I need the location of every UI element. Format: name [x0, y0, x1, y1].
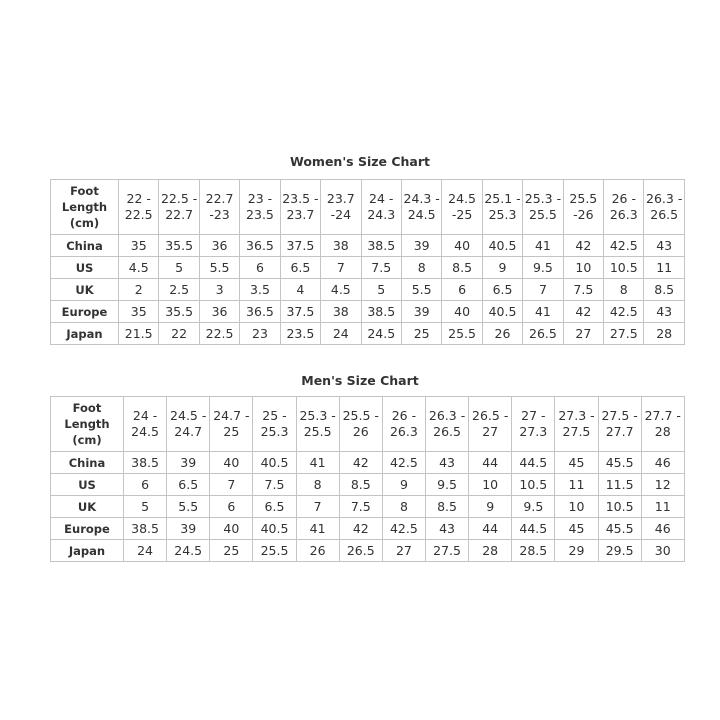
size-value-cell: 28: [644, 323, 684, 345]
size-value-cell: 38: [321, 235, 361, 257]
size-value-cell: 11: [555, 474, 598, 496]
size-value-cell: 6.5: [482, 279, 522, 301]
size-value-cell: 10: [469, 474, 512, 496]
foot-length-cell: [512, 397, 555, 452]
size-value-cell: 9.5: [512, 496, 555, 518]
size-value-cell: 35.5: [159, 301, 199, 323]
foot-length-range-part: -25: [451, 207, 473, 222]
size-value-cell: 43: [425, 452, 468, 474]
foot-length-cell: [555, 397, 598, 452]
foot-length-cell: [240, 180, 280, 235]
size-value-cell: 38.5: [124, 518, 167, 540]
size-value-cell: 24.5: [167, 540, 210, 562]
foot-length-range-part: 26.5: [650, 207, 679, 222]
foot-length-cell: [167, 397, 210, 452]
foot-length-range-part: 23.5 -: [282, 191, 319, 206]
foot-length-range-part: 24 -: [132, 408, 158, 423]
foot-length-cell: [563, 180, 603, 235]
size-value-cell: 5: [159, 257, 199, 279]
size-value-cell: 6: [210, 496, 253, 518]
foot-length-range-part: 24 -: [369, 191, 394, 206]
size-value-cell: 36: [199, 301, 239, 323]
foot-length-range-part: 27.3 -: [558, 408, 595, 423]
foot-length-range-part: 26.3 -: [646, 191, 683, 206]
foot-length-row: [51, 180, 685, 235]
size-value-cell: 5.5: [167, 496, 210, 518]
size-value-cell: 43: [425, 518, 468, 540]
size-row-us: [51, 474, 685, 496]
size-value-cell: 8: [296, 474, 339, 496]
size-value-cell: 25: [210, 540, 253, 562]
foot-length-range-part: 26.3: [609, 207, 638, 222]
size-value-cell: 42: [339, 518, 382, 540]
size-value-cell: 9.5: [523, 257, 563, 279]
size-value-cell: 6.5: [280, 257, 320, 279]
foot-length-cell: [339, 397, 382, 452]
size-row-europe: [51, 518, 685, 540]
size-value-cell: 7.5: [339, 496, 382, 518]
row-label: China: [51, 452, 124, 474]
size-value-cell: 4: [280, 279, 320, 301]
size-value-cell: 7: [296, 496, 339, 518]
foot-length-cell: [644, 180, 684, 235]
size-value-cell: 24: [124, 540, 167, 562]
size-row-europe: [51, 301, 685, 323]
size-value-cell: 6: [124, 474, 167, 496]
size-value-cell: 26.5: [523, 323, 563, 345]
foot-length-range-part: 27.5: [562, 424, 591, 439]
size-value-cell: 5: [361, 279, 401, 301]
foot-length-range-part: 25.5: [569, 191, 598, 206]
size-value-cell: 3: [199, 279, 239, 301]
size-value-cell: 29: [555, 540, 598, 562]
size-value-cell: 42.5: [604, 301, 644, 323]
size-value-cell: 42.5: [382, 518, 425, 540]
size-value-cell: 10.5: [512, 474, 555, 496]
foot-length-range-part: 27 -: [521, 408, 546, 423]
size-value-cell: 28: [469, 540, 512, 562]
size-value-cell: 5: [124, 496, 167, 518]
size-value-cell: 7.5: [361, 257, 401, 279]
foot-length-range-part: 24.5: [407, 207, 436, 222]
foot-length-header: [51, 180, 119, 235]
row-label: UK: [51, 279, 119, 301]
foot-length-range-part: 25 -: [262, 408, 287, 423]
size-value-cell: 46: [641, 452, 684, 474]
size-value-cell: 42.5: [604, 235, 644, 257]
size-value-cell: 27.5: [425, 540, 468, 562]
size-value-cell: 10: [555, 496, 598, 518]
foot-length-range-part: 27.7 -: [644, 408, 681, 423]
foot-length-range-part: -26: [573, 207, 594, 222]
foot-length-cell: [598, 397, 641, 452]
foot-length-cell: [210, 397, 253, 452]
size-value-cell: 36.5: [240, 235, 280, 257]
foot-length-range-part: 25.5 -: [342, 408, 379, 423]
size-value-cell: 2.5: [159, 279, 199, 301]
size-value-cell: 9.5: [425, 474, 468, 496]
size-value-cell: 6: [442, 279, 482, 301]
size-value-cell: 43: [644, 235, 684, 257]
foot-length-range-part: 24.7: [174, 424, 203, 439]
size-value-cell: 7: [321, 257, 361, 279]
foot-length-range-part: 23.7: [326, 191, 355, 206]
size-value-cell: 36.5: [240, 301, 280, 323]
foot-length-row: [51, 397, 685, 452]
size-value-cell: 41: [523, 235, 563, 257]
size-value-cell: 44: [469, 452, 512, 474]
size-value-cell: 41: [523, 301, 563, 323]
size-value-cell: 8.5: [425, 496, 468, 518]
size-value-cell: 38.5: [361, 301, 401, 323]
size-value-cell: 27.5: [604, 323, 644, 345]
size-value-cell: 10.5: [604, 257, 644, 279]
size-value-cell: 39: [167, 452, 210, 474]
size-value-cell: 9: [382, 474, 425, 496]
size-value-cell: 25.5: [442, 323, 482, 345]
size-value-cell: 11: [644, 257, 684, 279]
foot-length-range-part: 23 -: [247, 191, 273, 206]
size-value-cell: 23.5: [280, 323, 320, 345]
size-value-cell: 42: [339, 452, 382, 474]
foot-length-range-part: 25.3: [488, 207, 517, 222]
size-value-cell: 11.5: [598, 474, 641, 496]
foot-length-cell: [523, 180, 563, 235]
foot-length-range-part: 24.5 -: [170, 408, 207, 423]
row-label: US: [51, 257, 119, 279]
size-value-cell: 5.5: [199, 257, 239, 279]
size-value-cell: 9: [469, 496, 512, 518]
size-value-cell: 26: [296, 540, 339, 562]
size-value-cell: 10: [563, 257, 603, 279]
size-row-us: [51, 257, 685, 279]
foot-length-range-part: 27.7: [605, 424, 634, 439]
size-value-cell: 40.5: [253, 452, 296, 474]
foot-length-cell: [280, 180, 320, 235]
size-value-cell: 35: [119, 235, 159, 257]
foot-length-range-part: 25: [223, 424, 240, 439]
header-label-line: (cm): [69, 216, 100, 230]
womens-chart-title: Women's Size Chart: [290, 154, 430, 169]
size-value-cell: 26: [482, 323, 522, 345]
size-value-cell: 3.5: [240, 279, 280, 301]
foot-length-cell: [199, 180, 239, 235]
foot-length-cell: [469, 397, 512, 452]
size-row-china: [51, 235, 685, 257]
row-label: Japan: [51, 323, 119, 345]
size-value-cell: 40: [210, 518, 253, 540]
size-value-cell: 9: [482, 257, 522, 279]
foot-length-range-part: 26 -: [611, 191, 636, 206]
size-value-cell: 25.5: [253, 540, 296, 562]
foot-length-range-part: -24: [330, 207, 352, 222]
foot-length-range-part: 22.7: [165, 207, 194, 222]
foot-length-range-part: 26.3: [389, 424, 418, 439]
size-value-cell: 24.5: [361, 323, 401, 345]
size-value-cell: 44: [469, 518, 512, 540]
womens-size-table: [50, 179, 685, 345]
foot-length-range-part: 24.3: [367, 207, 396, 222]
size-value-cell: 7: [210, 474, 253, 496]
size-value-cell: 45.5: [598, 452, 641, 474]
foot-length-range-part: 27: [482, 424, 499, 439]
size-value-cell: 25: [401, 323, 441, 345]
size-row-japan: [51, 540, 685, 562]
size-value-cell: 6.5: [253, 496, 296, 518]
size-value-cell: 8: [401, 257, 441, 279]
foot-length-range-part: 24.3 -: [403, 191, 440, 206]
size-value-cell: 11: [641, 496, 684, 518]
size-value-cell: 46: [641, 518, 684, 540]
foot-length-range-part: 22.5: [124, 207, 153, 222]
foot-length-range-part: 26.5 -: [472, 408, 509, 423]
foot-length-range-part: 24.5: [448, 191, 476, 206]
size-value-cell: 40.5: [482, 235, 522, 257]
foot-length-range-part: 26.5: [433, 424, 461, 439]
size-row-uk: [51, 279, 685, 301]
size-value-cell: 42.5: [382, 452, 425, 474]
size-value-cell: 45: [555, 518, 598, 540]
foot-length-range-part: -23: [209, 207, 230, 222]
size-value-cell: 40: [442, 235, 482, 257]
size-value-cell: 12: [641, 474, 684, 496]
foot-length-range-part: 25.3 -: [524, 191, 562, 206]
size-value-cell: 40: [442, 301, 482, 323]
size-row-china: [51, 452, 685, 474]
size-value-cell: 2: [119, 279, 159, 301]
foot-length-cell: [482, 180, 522, 235]
size-value-cell: 35.5: [159, 235, 199, 257]
size-value-cell: 23: [240, 323, 280, 345]
mens-chart-title: Men's Size Chart: [301, 373, 419, 388]
foot-length-range-part: 25.5: [303, 424, 332, 439]
size-value-cell: 29.5: [598, 540, 641, 562]
size-value-cell: 7.5: [563, 279, 603, 301]
size-value-cell: 21.5: [119, 323, 159, 345]
size-value-cell: 40: [210, 452, 253, 474]
foot-length-range-part: 23.7: [286, 207, 315, 222]
foot-length-range-part: 25.1 -: [484, 191, 521, 206]
foot-length-range-part: 24.7 -: [213, 408, 250, 423]
foot-length-cell: [382, 397, 425, 452]
size-value-cell: 26.5: [339, 540, 382, 562]
row-label: Japan: [51, 540, 124, 562]
size-value-cell: 36: [199, 235, 239, 257]
size-value-cell: 40.5: [253, 518, 296, 540]
size-value-cell: 44.5: [512, 518, 555, 540]
size-value-cell: 8.5: [644, 279, 684, 301]
size-value-cell: 8: [382, 496, 425, 518]
foot-length-range-part: 26: [352, 424, 369, 439]
foot-length-range-part: 26.3 -: [428, 408, 466, 423]
foot-length-range-part: 22 -: [126, 191, 151, 206]
foot-length-cell: [119, 180, 159, 235]
header-label-line: (cm): [72, 433, 102, 447]
size-value-cell: 35: [119, 301, 159, 323]
foot-length-range-part: 22.7: [205, 191, 234, 206]
size-value-cell: 41: [296, 518, 339, 540]
header-label-line: Foot: [72, 401, 102, 415]
mens-size-table: [50, 396, 685, 562]
size-row-japan: [51, 323, 685, 345]
size-value-cell: 39: [167, 518, 210, 540]
foot-length-cell: [425, 397, 468, 452]
size-value-cell: 27: [382, 540, 425, 562]
header-label-line: Length: [61, 200, 108, 214]
foot-length-cell: [124, 397, 167, 452]
size-value-cell: 4.5: [119, 257, 159, 279]
size-value-cell: 7: [523, 279, 563, 301]
foot-length-range-part: 24.5: [131, 424, 159, 439]
size-value-cell: 22.5: [199, 323, 239, 345]
size-value-cell: 8.5: [339, 474, 382, 496]
foot-length-range-part: 25.5: [529, 207, 557, 222]
foot-length-cell: [401, 180, 441, 235]
size-value-cell: 5.5: [401, 279, 441, 301]
size-value-cell: 37.5: [280, 301, 320, 323]
foot-length-range-part: 27.5 -: [601, 408, 638, 423]
foot-length-cell: [159, 180, 199, 235]
size-value-cell: 8: [604, 279, 644, 301]
size-value-cell: 7.5: [253, 474, 296, 496]
size-value-cell: 6: [240, 257, 280, 279]
row-label: Europe: [51, 518, 124, 540]
foot-length-cell: [361, 180, 401, 235]
size-value-cell: 43: [644, 301, 684, 323]
size-value-cell: 38.5: [124, 452, 167, 474]
foot-length-header: [51, 397, 124, 452]
foot-length-range-part: 26 -: [391, 408, 417, 423]
foot-length-cell: [253, 397, 296, 452]
size-value-cell: 44.5: [512, 452, 555, 474]
row-label: UK: [51, 496, 124, 518]
size-value-cell: 6.5: [167, 474, 210, 496]
size-value-cell: 38: [321, 301, 361, 323]
size-value-cell: 42: [563, 301, 603, 323]
header-label-line: Length: [64, 417, 110, 431]
size-value-cell: 39: [401, 235, 441, 257]
size-value-cell: 45.5: [598, 518, 641, 540]
foot-length-range-part: 25.3: [260, 424, 289, 439]
foot-length-cell: [442, 180, 482, 235]
foot-length-cell: [296, 397, 339, 452]
foot-length-range-part: 28: [654, 424, 671, 439]
size-value-cell: 8.5: [442, 257, 482, 279]
size-value-cell: 30: [641, 540, 684, 562]
size-value-cell: 37.5: [280, 235, 320, 257]
size-value-cell: 4.5: [321, 279, 361, 301]
foot-length-cell: [604, 180, 644, 235]
size-value-cell: 42: [563, 235, 603, 257]
row-label: China: [51, 235, 119, 257]
size-value-cell: 28.5: [512, 540, 555, 562]
size-value-cell: 10.5: [598, 496, 641, 518]
foot-length-range-part: 25.3 -: [299, 408, 336, 423]
size-value-cell: 41: [296, 452, 339, 474]
foot-length-range-part: 27.3: [519, 424, 548, 439]
foot-length-cell: [321, 180, 361, 235]
header-label-line: Foot: [70, 184, 99, 198]
size-row-uk: [51, 496, 685, 518]
foot-length-range-part: 22.5 -: [160, 191, 198, 206]
size-value-cell: 24: [321, 323, 361, 345]
size-value-cell: 22: [159, 323, 199, 345]
foot-length-range-part: 23.5: [246, 207, 274, 222]
size-value-cell: 27: [563, 323, 603, 345]
size-value-cell: 40.5: [482, 301, 522, 323]
foot-length-cell: [641, 397, 684, 452]
size-value-cell: 39: [401, 301, 441, 323]
row-label: US: [51, 474, 124, 496]
row-label: Europe: [51, 301, 119, 323]
size-value-cell: 38.5: [361, 235, 401, 257]
size-value-cell: 45: [555, 452, 598, 474]
